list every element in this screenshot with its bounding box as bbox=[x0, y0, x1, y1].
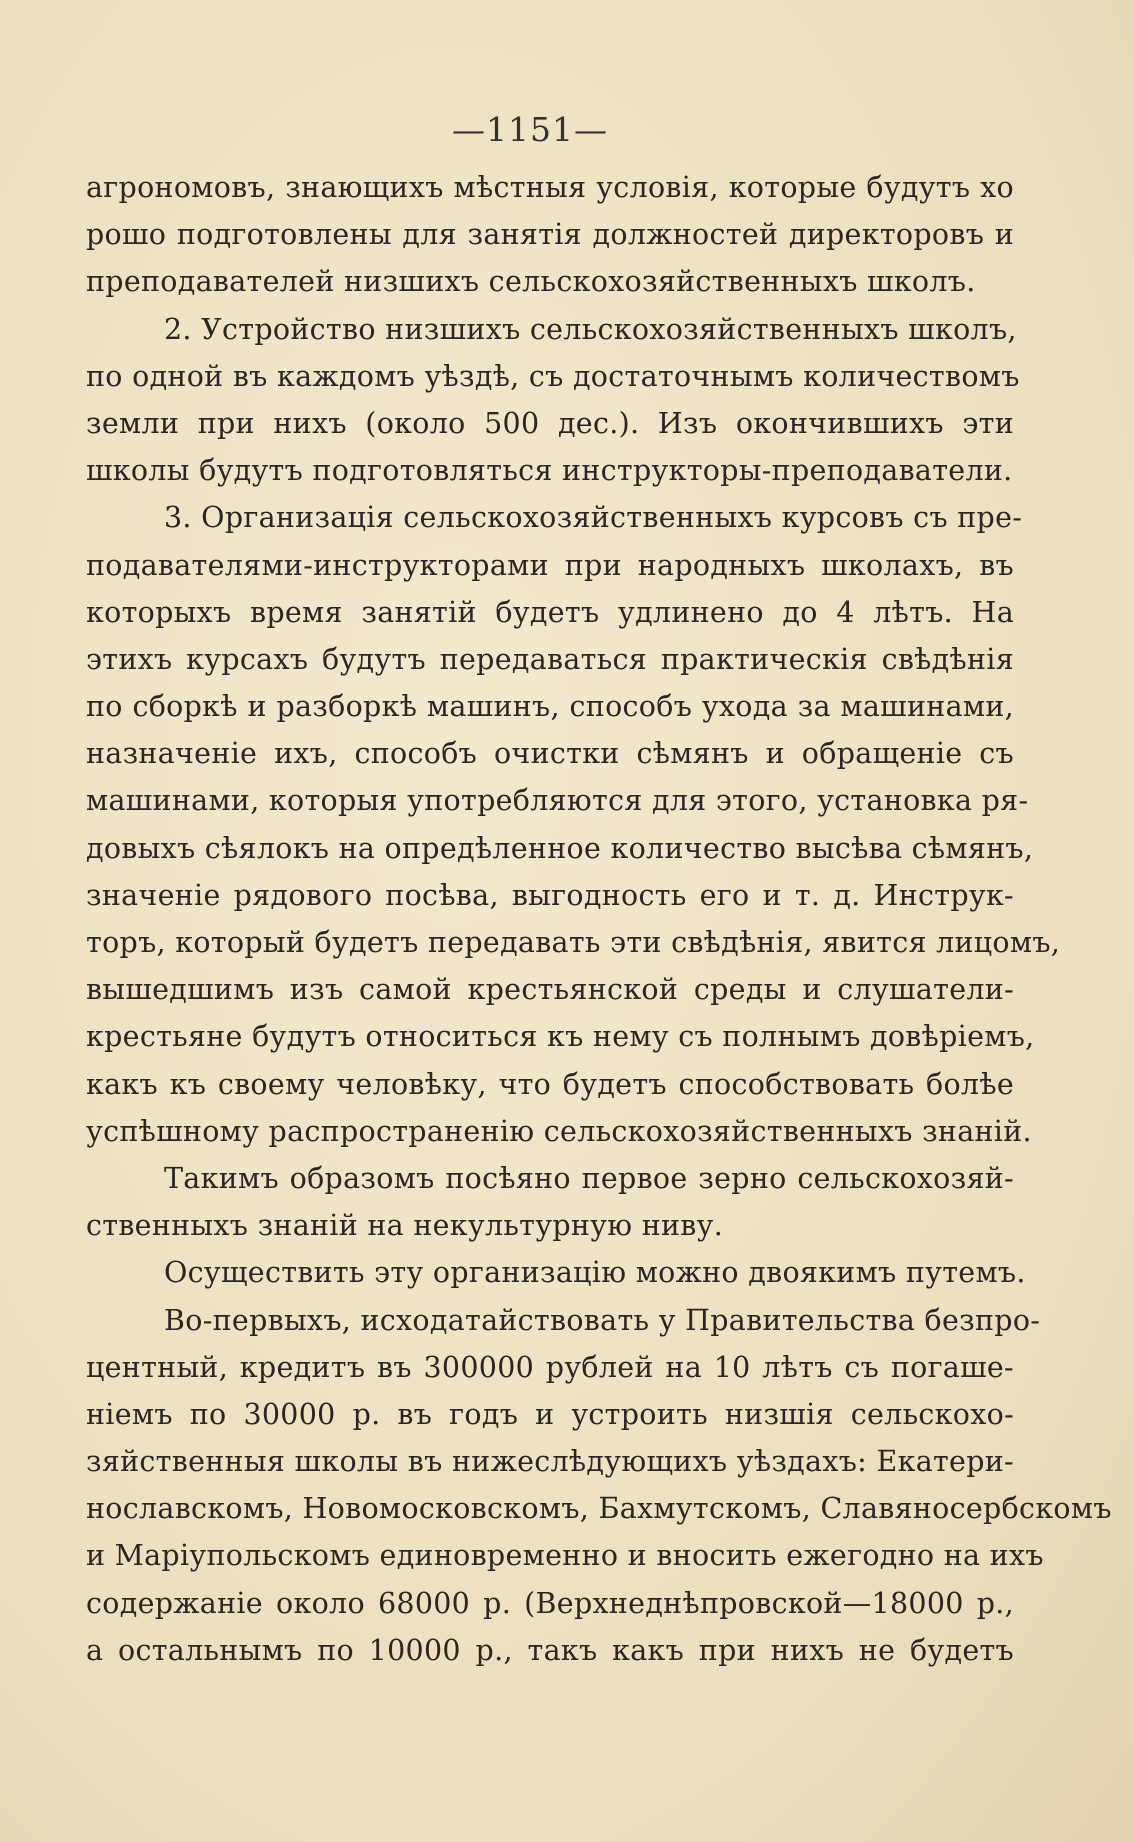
text-line: ніемъ по 30000 р. въ годъ и устроить низшія сельскохо- bbox=[86, 1397, 1014, 1431]
text-line: преподавателей низшихъ сельскохозяйственныхъ школъ. bbox=[86, 265, 976, 299]
text-line: вышедшимъ изъ самой крестьянской среды и слушатели- bbox=[86, 973, 1014, 1007]
text-line: и Маріупольскомъ единовременно и вносить ежегодно на ихъ bbox=[86, 1539, 1044, 1573]
text-line: которыхъ время занятій будетъ удлинено до 4 лѣтъ. На bbox=[86, 595, 1014, 629]
text-line: Такимъ образомъ посѣяно первое зерно сельскохозяй- bbox=[164, 1161, 1014, 1195]
text-line: а остальнымъ по 10000 р., такъ какъ при нихъ не будетъ bbox=[86, 1633, 1014, 1667]
text-line: школы будутъ подготовляться инструкторы-преподаватели. bbox=[86, 454, 1013, 488]
text-line: нославскомъ, Новомосковскомъ, Бахмутскомъ, Славяносербскомъ bbox=[86, 1492, 1112, 1526]
text-line: 2. Устройство низшихъ сельскохозяйственныхъ школъ, bbox=[164, 312, 1017, 346]
text-line: какъ къ своему человѣку, что будетъ способствовать болѣе bbox=[86, 1067, 1014, 1101]
text-line: агрономовъ, знающихъ мѣстныя условія, которые будутъ хо bbox=[86, 171, 1014, 204]
page-number: —1151— bbox=[452, 110, 608, 149]
text-line: Во-первыхъ, исходатайствовать у Правительства безпро- bbox=[164, 1303, 1041, 1337]
text-line: зяйственныя школы въ нижеслѣдующихъ уѣздахъ: Екатери- bbox=[86, 1445, 1014, 1479]
text-line: торъ, который будетъ передавать эти свѣдѣнія, явится лицомъ, bbox=[86, 926, 1061, 959]
text-line: этихъ курсахъ будутъ передаваться практическія свѣдѣнія bbox=[86, 642, 1014, 676]
body-text bbox=[86, 164, 1112, 1674]
text-line: ственныхъ знаній на некультурную ниву. bbox=[86, 1209, 724, 1243]
text-line: довыхъ сѣялокъ на опредѣленное количество высѣва сѣмянъ, bbox=[86, 831, 1034, 865]
book-page bbox=[86, 100, 1112, 1674]
text-line: успѣшному распространенію сельскохозяйственныхъ знаній. bbox=[86, 1114, 1032, 1148]
text-line: подавателями-инструкторами при народныхъ школахъ, въ bbox=[86, 548, 1014, 582]
text-line: содержаніе около 68000 р. (Верхнеднѣпровской—18000 р., bbox=[86, 1586, 1014, 1620]
text-line: назначеніе ихъ, способъ очистки сѣмянъ и обращеніе съ bbox=[86, 737, 1014, 771]
text-line: значеніе рядового посѣва, выгодность его и т. д. Инструк- bbox=[86, 878, 1014, 912]
text-line: Осуществить эту организацію можно двоякимъ путемъ. bbox=[164, 1256, 1026, 1290]
text-line: 3. Организація сельскохозяйственныхъ курсовъ съ пре- bbox=[164, 501, 1023, 535]
text-line: машинами, которыя употребляются для этого, установка ря- bbox=[86, 784, 1029, 818]
text-line: центный, кредитъ въ 300000 рублей на 10 лѣтъ съ погаше- bbox=[86, 1350, 1014, 1384]
text-line: земли при нихъ (около 500 дес.). Изъ окончившихъ эти bbox=[86, 406, 1014, 440]
text-line: по одной въ каждомъ уѣздѣ, съ достаточнымъ количествомъ bbox=[86, 359, 1020, 393]
text-line: крестьяне будутъ относиться къ нему съ полнымъ довѣріемъ, bbox=[86, 1020, 1035, 1054]
text-line: рошо подготовлены для занятія должностей директоровъ и bbox=[86, 218, 1014, 252]
text-line: по сборкѣ и разборкѣ машинъ, способъ ухода за машинами, bbox=[86, 690, 1014, 724]
